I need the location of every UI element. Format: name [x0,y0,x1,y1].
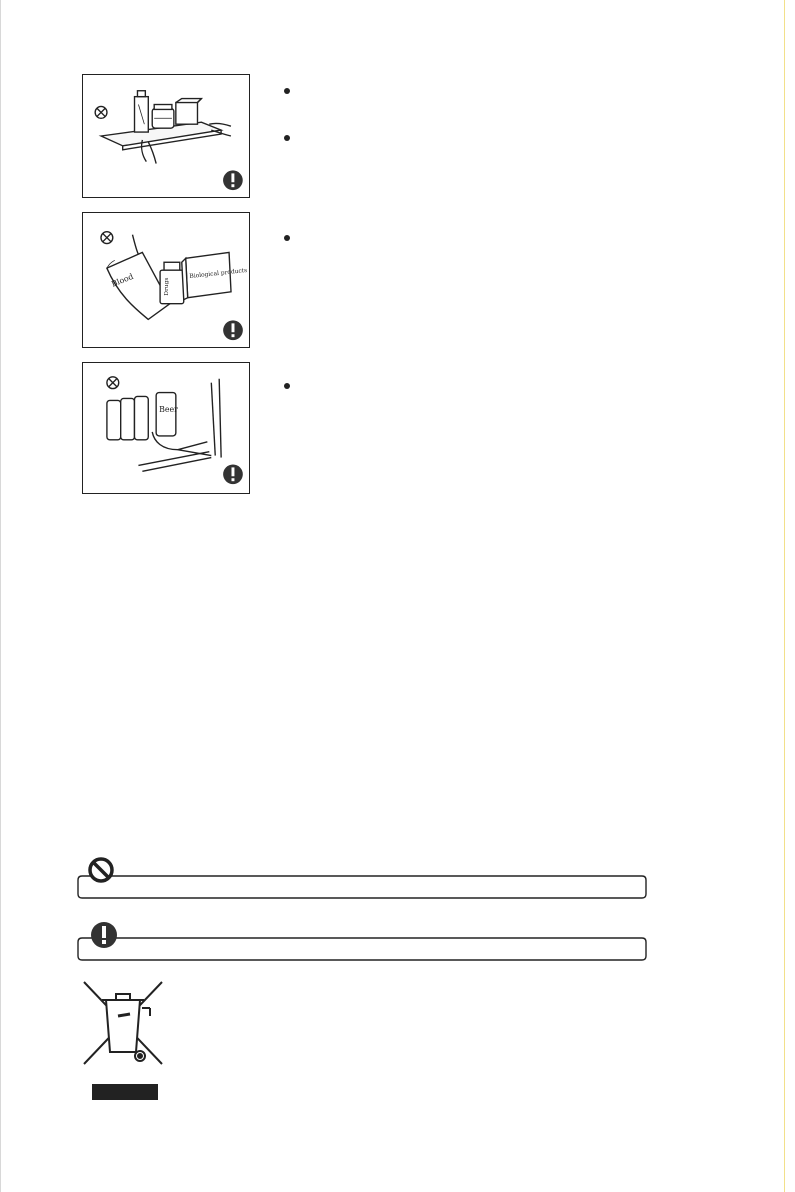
medical-drawing [83,213,249,347]
illustration-drinks [82,362,250,494]
drugs-label: Drugs [163,277,170,296]
bullet-1 [284,88,290,94]
biological-products-label: Biological products [189,267,248,281]
page-right-accent-rule [784,0,785,1192]
shelf-drawing [83,75,249,197]
prohibited-icon [90,859,112,881]
warning-notice-bar [76,918,646,964]
warning-badge-icon [223,464,243,484]
illustration-medical [82,212,250,348]
bullet-3 [284,235,290,241]
blood-label: Blood [110,271,135,289]
drinks-drawing [83,363,249,493]
bullet-2 [284,135,290,141]
warning-badge-icon [223,320,243,340]
bullet-4 [284,383,290,389]
crossed-bin-icon [78,978,168,1106]
warning-badge-icon [223,170,243,190]
beer-label: Beer [159,405,178,415]
warning-icon [91,922,117,948]
page-left-border [0,0,1,1192]
illustration-shelf [82,74,250,198]
prohibited-notice-bar [76,856,646,902]
